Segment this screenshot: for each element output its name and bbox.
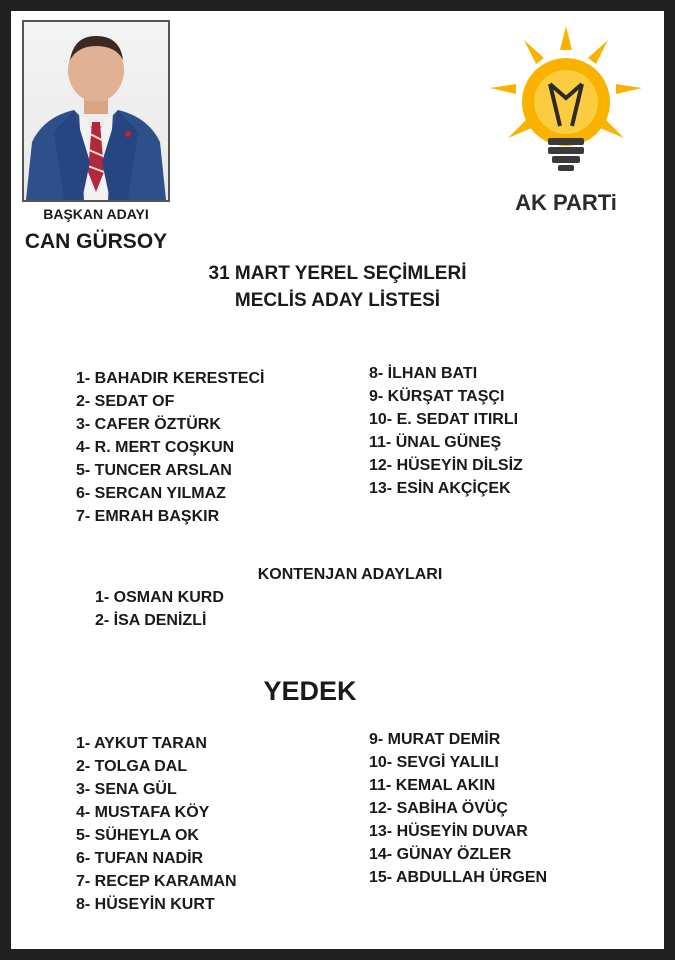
list-item: 9- MURAT DEMİR bbox=[369, 731, 501, 748]
party-name: AK PARTi bbox=[515, 190, 617, 215]
list-item: 13- ESİN AKÇİÇEK bbox=[369, 480, 511, 497]
reserve-title: YEDEK bbox=[263, 676, 357, 706]
list-item: 4- R. MERT COŞKUN bbox=[76, 439, 235, 456]
list-item: 12- SABİHA ÖVÜÇ bbox=[369, 800, 508, 817]
candidate-photo bbox=[22, 20, 170, 202]
list-item: 14- GÜNAY ÖZLER bbox=[369, 846, 512, 863]
list-item: 3- SENA GÜL bbox=[76, 781, 177, 798]
list-item: 10- E. SEDAT ITIRLI bbox=[369, 411, 519, 428]
list-item: 15- ABDULLAH ÜRGEN bbox=[369, 869, 548, 886]
list-item: 2- İSA DENİZLİ bbox=[95, 612, 207, 629]
list-item: 5- TUNCER ARSLAN bbox=[76, 462, 232, 479]
list-item: 11- KEMAL AKIN bbox=[369, 777, 496, 794]
list-item: 11- ÜNAL GÜNEŞ bbox=[369, 434, 502, 451]
list-item: 6- TUFAN NADİR bbox=[76, 850, 204, 867]
list-item: 9- KÜRŞAT TAŞÇI bbox=[369, 388, 505, 405]
list-item: 8- İLHAN BATI bbox=[369, 365, 478, 382]
list-item: 1- AYKUT TARAN bbox=[76, 735, 207, 752]
main-candidates-right bbox=[369, 362, 523, 500]
list-item: 12- HÜSEYİN DİLSİZ bbox=[369, 457, 523, 474]
list-item: 10- SEVGİ YALILI bbox=[369, 754, 499, 771]
list-item: 1- OSMAN KURD bbox=[95, 589, 224, 606]
list-item: 4- MUSTAFA KÖY bbox=[76, 804, 210, 821]
list-item: 6- SERCAN YILMAZ bbox=[76, 485, 226, 502]
reserve-list-left bbox=[76, 732, 237, 916]
list-item: 3- CAFER ÖZTÜRK bbox=[76, 416, 221, 433]
quota-list bbox=[95, 586, 224, 632]
main-candidates-left bbox=[76, 367, 264, 528]
list-item: 1- BAHADIR KERESTECİ bbox=[76, 370, 265, 387]
list-item: 2- TOLGA DAL bbox=[76, 758, 188, 775]
reserve-list-right bbox=[369, 728, 547, 889]
quota-title: KONTENJAN ADAYLARI bbox=[257, 566, 443, 583]
list-item: 13- HÜSEYİN DUVAR bbox=[369, 823, 528, 840]
candidate-name: CAN GÜRSOY bbox=[24, 230, 168, 253]
list-item: 2- SEDAT OF bbox=[76, 393, 175, 410]
list-item: 7- EMRAH BAŞKIR bbox=[76, 508, 220, 525]
election-title: 31 MART YEREL SEÇİMLERİ bbox=[208, 263, 467, 284]
list-item: 7- RECEP KARAMAN bbox=[76, 873, 237, 890]
lightbulb-logo-icon bbox=[488, 26, 644, 176]
list-title: MECLİS ADAY LİSTESİ bbox=[234, 290, 441, 311]
list-item: 5- SÜHEYLA OK bbox=[76, 827, 199, 844]
list-item: 8- HÜSEYİN KURT bbox=[76, 896, 215, 913]
candidate-role: BAŞKAN ADAYI bbox=[43, 206, 149, 222]
